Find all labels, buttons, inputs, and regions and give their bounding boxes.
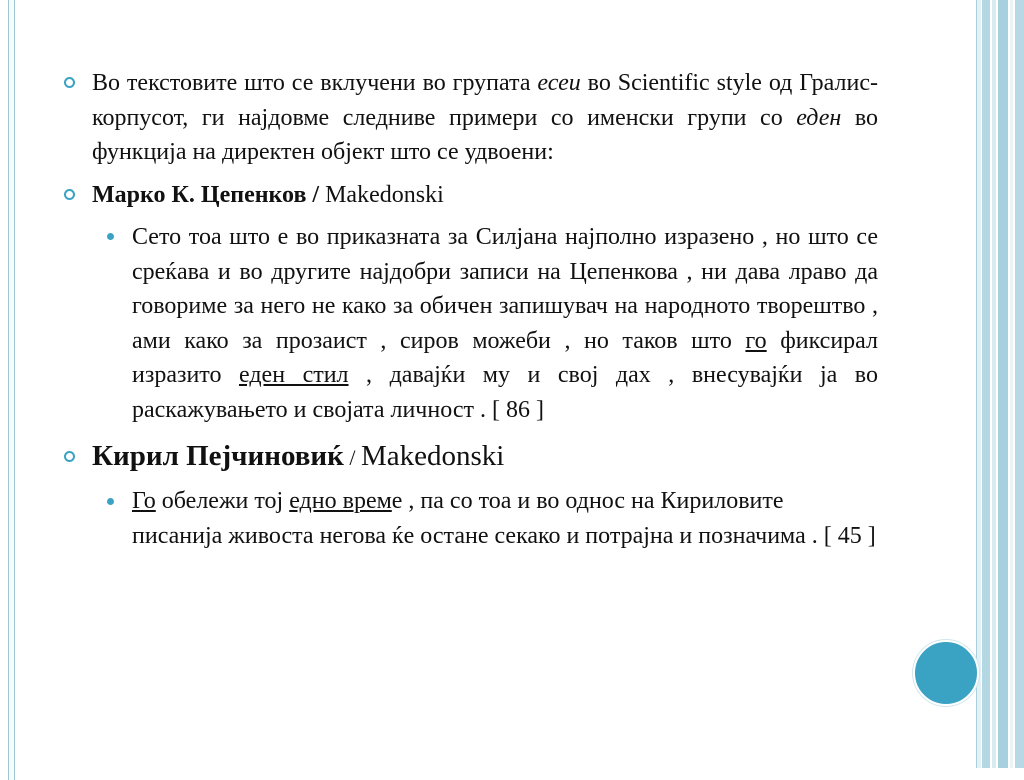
bullet-ring-icon	[64, 451, 75, 462]
quote-item-pejcinovik	[62, 484, 878, 554]
quote-paragraph-cepenkov: Сето тоа што е во приказната за Силјана најполно изразено , но што се среќава и во другите најдобри записи на Цепенкова , ни дава лраво да говориме за него не како за обичен запишувач на народното творештво , ами како за прозаист , сиров можеби , но таков што го фиксирал изразито еден стил , давајќи му и свој дах , внесувајќи ја во раскажувањето и својата личност . [ 86 ]	[132, 224, 879, 423]
bullet-ring-icon	[64, 77, 75, 88]
intro-paragraph: Во текстовите што се вклучени во групата есеи во Scientific style од Гралис-корпусот, ги најдовме следниве примери со именски групи со еден во функција на директен објект што се удвоени:	[92, 70, 878, 165]
quote-item-cepenkov	[62, 220, 878, 427]
bullet-ring-icon	[64, 189, 75, 200]
source-heading-pejcinovik: Кирил Пејчиновиќ / Makedonski	[92, 440, 505, 472]
bullet-item-intro	[62, 66, 878, 170]
bullet-dot-icon	[107, 233, 114, 240]
quote-paragraph-pejcinovik: Го обележи тој едно време , па со тоа и во однос на Кириловите писанија живоста негова ќе остане секако и потрајна и позначима . [ 45 ]	[132, 488, 876, 549]
source-heading-cepenkov: Марко К. Цепенков / Makedonski	[92, 181, 444, 208]
decorative-stripes	[976, 0, 1024, 768]
slide-content	[62, 66, 878, 554]
decorative-circle	[913, 640, 979, 706]
bullet-dot-icon	[107, 498, 114, 505]
bullet-item-pejcinovik	[62, 437, 878, 477]
slide-border-left	[8, 0, 15, 780]
bullet-item-cepenkov	[62, 178, 878, 213]
